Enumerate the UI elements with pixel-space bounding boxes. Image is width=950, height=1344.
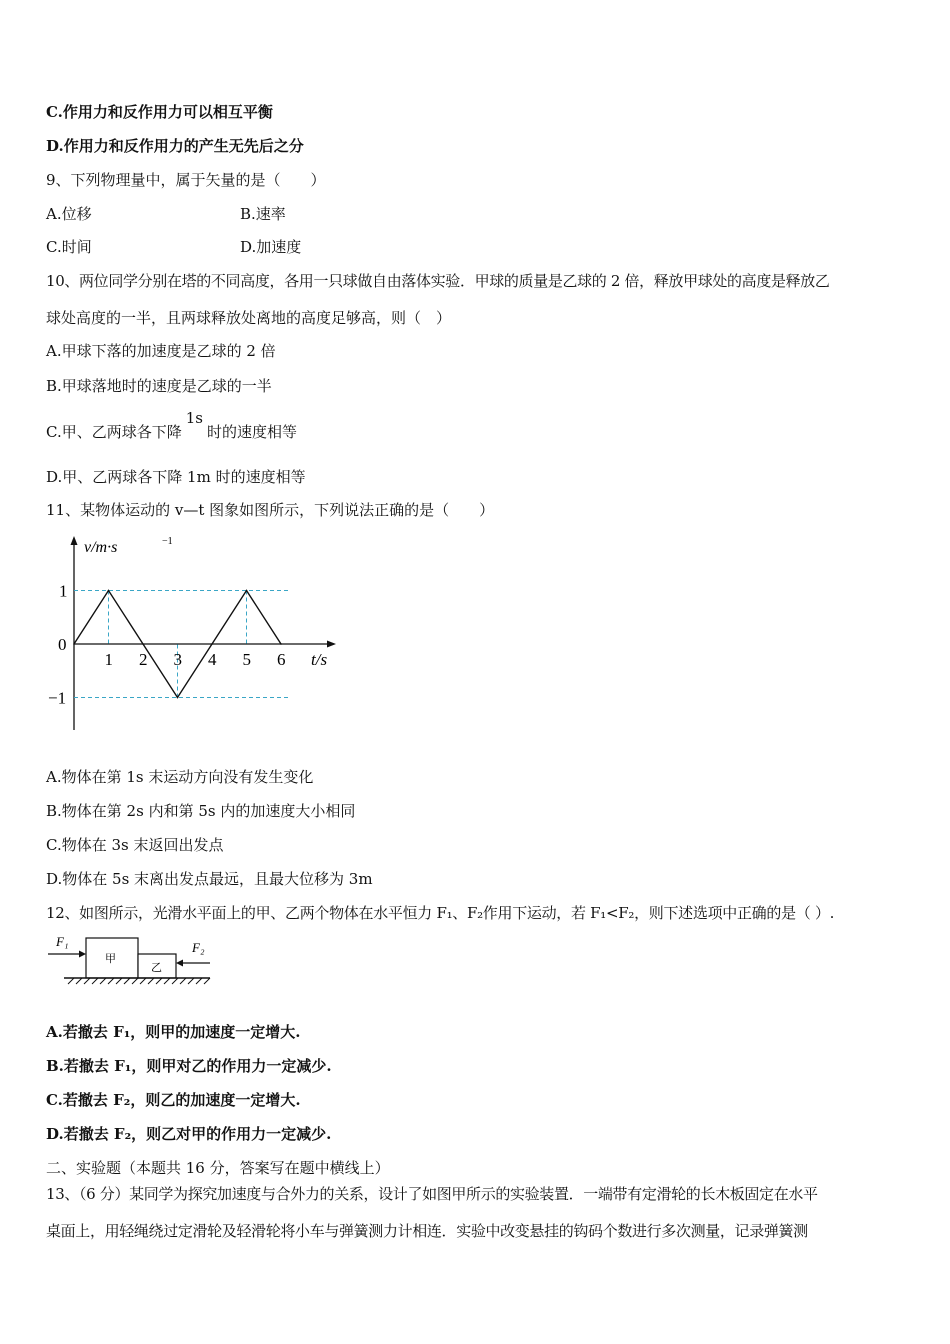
data-point: [177, 697, 179, 699]
q11-option-b: B.物体在第 2s 内和第 5s 内的加速度大小相同: [46, 802, 356, 820]
q8-option-d: D.作用力和反作用力的产生无先后之分: [46, 137, 304, 155]
q11-option-c: C.物体在 3s 末返回出发点: [46, 836, 224, 854]
data-point: [246, 590, 248, 592]
q13-line1: 13、（6 分）某同学为探究加速度与合外力的关系，设计了如图甲所示的实验装置．一端带有定滑轮的长木板固定在水平: [46, 1185, 818, 1203]
data-point: [142, 643, 144, 645]
x-tick-label: 5: [242, 650, 251, 669]
q12-option-b: B.若撤去 F₁，则甲对乙的作用力一定减少.: [46, 1057, 332, 1075]
q10-option-c-sup: 1s: [185, 409, 203, 427]
q10-option-c: [46, 409, 297, 442]
x-tick-label: 2: [139, 650, 148, 669]
q12-option-c: C.若撤去 F₂，则乙的加速度一定增大.: [46, 1091, 301, 1109]
y-axis-label-exp: −1: [162, 536, 173, 547]
x-axis-label: t/s: [311, 650, 328, 669]
f1-label: F₁: [56, 934, 69, 949]
origin-label: 0: [58, 635, 67, 654]
q10-stem-line2: 球处高度的一半，且两球释放处离地的高度足够高，则（ ）: [46, 309, 452, 327]
data-point: [108, 590, 110, 592]
data-point: [211, 643, 213, 645]
vt-chart: [40, 530, 360, 740]
y-tick-label: −1: [48, 688, 67, 708]
q8-option-c: C.作用力和反作用力可以相互平衡: [46, 103, 273, 121]
q10-option-c-post: 时的速度相等: [206, 423, 297, 441]
q12-option-d: D.若撤去 F₂，则乙对甲的作用力一定减少.: [46, 1125, 332, 1143]
y-tick-label: 1: [59, 581, 68, 601]
q11-option-a: A.物体在第 1s 末运动方向没有发生变化: [46, 768, 314, 786]
q10-option-c-pre: C.甲、乙两球各下降: [46, 423, 182, 441]
x-tick-label: 6: [277, 650, 286, 669]
f2-label: F₂: [192, 940, 205, 955]
q10-option-d: D.甲、乙两球各下降 1m 时的速度相等: [46, 468, 306, 486]
q9-stem: 9、下列物理量中，属于矢量的是（ ）: [46, 171, 326, 189]
x-tick-label: 3: [173, 650, 182, 669]
q9-option-c: C.时间: [46, 238, 92, 256]
data-point: [280, 643, 282, 645]
ground-hatch: [68, 978, 210, 984]
x-tick-label: 1: [104, 650, 113, 669]
x-axis-arrowhead: [327, 641, 336, 648]
y-axis-arrowhead: [71, 536, 78, 545]
x-tick-label: 4: [208, 650, 217, 669]
q11-option-d: D.物体在 5s 末离出发点最远，且最大位移为 3m: [46, 870, 373, 888]
blocks-figure: [44, 930, 214, 990]
q13-line2: 桌面上，用轻绳绕过定滑轮及轻滑轮将小车与弹簧测力计相连．实验中改变悬挂的钩码个数进行多次测量，记录弹簧测: [46, 1222, 808, 1240]
f1-arrowhead: [79, 951, 86, 958]
q10-stem-line1: 10、两位同学分别在塔的不同高度，各用一只球做自由落体实验．甲球的质量是乙球的 2 倍，释放甲球处的高度是释放乙: [46, 272, 830, 290]
q11-stem: 11、某物体运动的 v—t 图象如图所示，下列说法正确的是（ ）: [46, 501, 495, 519]
q12-stem: 12、如图所示，光滑水平面上的甲、乙两个物体在水平恒力 F₁、F₂作用下运动，若 F₁<F₂，则下述选项中正确的是（ ）.: [46, 904, 835, 922]
q9-option-a: A.位移: [46, 205, 92, 223]
y-axis-label: v/m·s: [84, 539, 118, 556]
block-jia-label: 甲: [105, 953, 116, 965]
data-point: [73, 643, 75, 645]
section-heading: 二、实验题（本题共 16 分，答案写在题中横线上）: [46, 1159, 390, 1177]
q10-option-b: B.甲球落地时的速度是乙球的一半: [46, 377, 272, 395]
q12-option-a: A.若撤去 F₁，则甲的加速度一定增大.: [46, 1023, 301, 1041]
block-yi-label: 乙: [151, 962, 162, 974]
q10-option-a: A.甲球下落的加速度是乙球的 2 倍: [46, 342, 276, 360]
f2-arrowhead: [176, 960, 183, 967]
q9-option-d: D.加速度: [240, 238, 302, 256]
q9-option-b: B.速率: [240, 205, 286, 223]
